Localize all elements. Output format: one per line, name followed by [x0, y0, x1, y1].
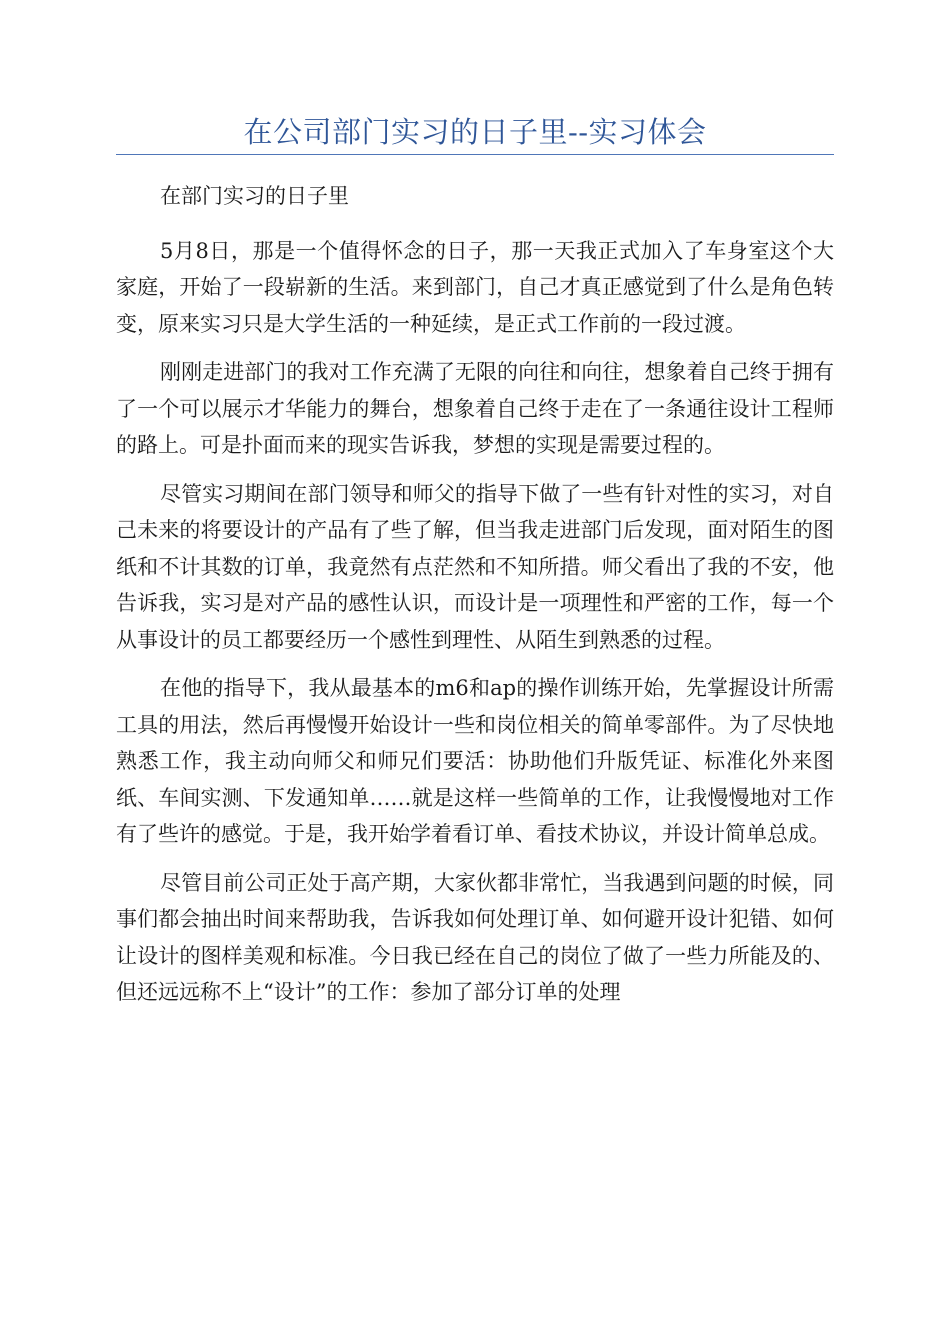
paragraph-subheading: 在部门实习的日子里: [160, 184, 349, 208]
paragraph: 在他的指导下，我从最基本的m6和ap的操作训练开始，先掌握设计所需工具的用法，然后再慢慢开始设计一些和岗位相关的简单零部件。为了尽快地熟悉工作，我主动向师父和师兄们要活：协助他们升版凭证、标准化外来图纸、车间实测、下发通知单……就是这样一些简单的工作，让我慢慢地对工作有了些许的感觉。于是，我开始学着看订单、看技术协议，并设计简单总成。: [116, 676, 834, 846]
title-underline: [116, 154, 834, 155]
paragraph: 5月8日，那是一个值得怀念的日子，那一天我正式加入了车身室这个大家庭，开始了一段崭新的生活。来到部门，自己才真正感觉到了什么是角色转变，原来实习只是大学生活的一种延续，是正式工作前的一段过渡。: [116, 238, 834, 336]
document-body: [116, 178, 834, 1023]
paragraph: 刚刚走进部门的我对工作充满了无限的向往和向往，想象着自己终于拥有了一个可以展示才华能力的舞台，想象着自己终于走在了一条通往设计工程师的路上。可是扑面而来的现实告诉我，梦想的实现是需要过程的。: [116, 360, 834, 457]
paragraph: 尽管目前公司正处于高产期，大家伙都非常忙，当我遇到问题的时候，同事们都会抽出时间来帮助我，告诉我如何处理订单、如何避开设计犯错、如何让设计的图样美观和标准。今日我已经在自己的岗位了做了一些力所能及的、但还远远称不上“设计”的工作：参加了部分订单的处理: [116, 870, 834, 1004]
document-title: 在公司部门实习的日子里--实习体会: [243, 115, 707, 149]
paragraph: 尽管实习期间在部门领导和师父的指导下做了一些有针对性的实习，对自己未来的将要设计的产品有了些了解，但当我走进部门后发现，面对陌生的图纸和不计其数的订单，我竟然有点茫然和不知所措。师父看出了我的不安，他告诉我，实习是对产品的感性认识，而设计是一项理性和严密的工作，每一个从事设计的员工都要经历一个感性到理性、从陌生到熟悉的过程。: [116, 481, 834, 652]
